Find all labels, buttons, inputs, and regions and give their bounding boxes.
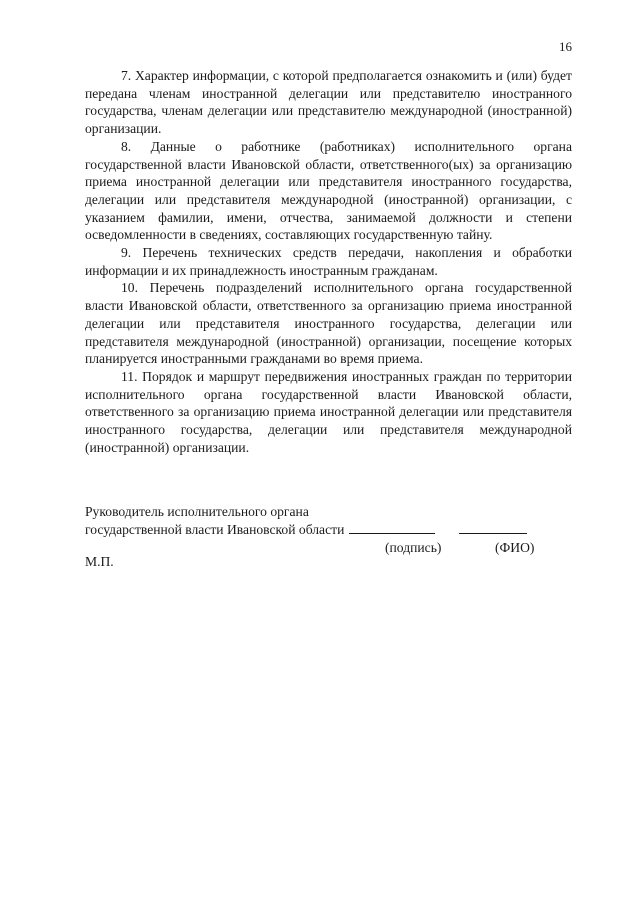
paragraph-7: 7. Характер информации, с которой предполагается ознакомить и (или) будет передана членам иностранной делегации или представителю иностранного государства, членам делегации или представителю международной (иностранной) организации.: [85, 68, 572, 137]
signatory-title-line-2: государственной власти Ивановской области: [85, 522, 345, 537]
seal-place-mark: М.П.: [85, 554, 114, 569]
page-number: 16: [559, 39, 572, 54]
name-blank-line: [459, 522, 527, 534]
paragraph-9: 9. Перечень технических средств передачи, накопления и обработки информации и их принадлежность иностранным гражданам.: [85, 245, 572, 278]
paragraph-8: 8. Данные о работнике (работниках) исполнительного органа государственной власти Ивановской области, ответственного(ых) за организацию приема иностранной делегации или представителя иностранного государства, делегации или представителя международной (иностранной) организации, с указанием фамилии, имени, отчества, занимаемой должности и степени осведомленности в сведениях, составляющих государственную тайну.: [85, 138, 572, 243]
signature-blank-line: [349, 522, 435, 534]
signatory-title-line-2-row: [85, 521, 572, 539]
document-body: [85, 67, 572, 456]
signature-block: [85, 503, 572, 557]
signatory-title-line-1: Руководитель исполнительного органа: [85, 504, 309, 519]
paragraph-10: 10. Перечень подразделений исполнительного органа государственной власти Ивановской области, ответственного за организацию приема иностранной делегации или представителя иностранного государства, делегации или представителя международной (иностранной) организации, посещение которых планируется иностранными гражданами во время приема.: [85, 280, 572, 367]
signature-caption: (подпись): [385, 540, 442, 555]
name-caption: (ФИО): [495, 540, 535, 555]
caption-row: [85, 539, 572, 557]
paragraph-11: 11. Порядок и маршрут передвижения иностранных граждан по территории исполнительного органа государственной власти Ивановской области, ответственного за организацию приема иностранной делегации или представителя иностранного государства, делегации или представителя международной (иностранной) организации.: [85, 368, 572, 455]
